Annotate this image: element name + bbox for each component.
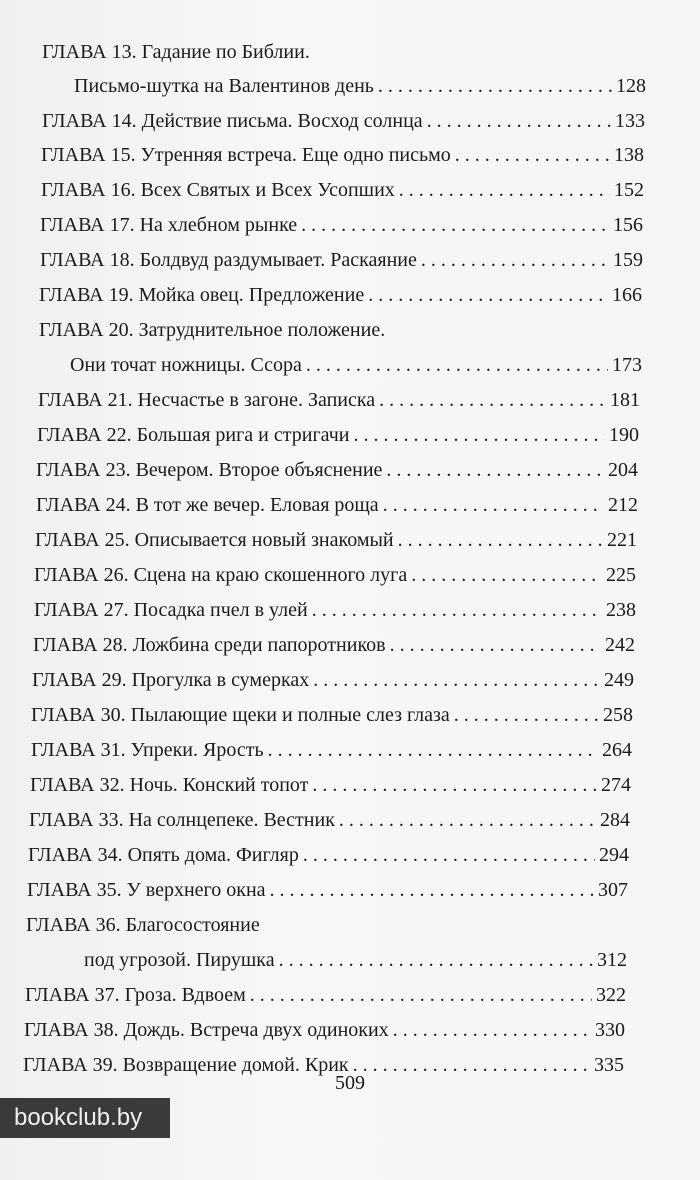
toc-entry-title: ГЛАВА 30. Пылающие щеки и полные слез глаза: [31, 704, 450, 726]
toc-entry-page: 274: [601, 774, 631, 796]
toc-entry: [30, 763, 631, 797]
toc-entry-title: ГЛАВА 16. Всех Святых и Всех Усопших: [41, 179, 395, 201]
dot-leader: [386, 458, 604, 482]
toc-entry: [31, 693, 633, 727]
toc-entry-title: ГЛАВА 20. Затруднительное положение.: [39, 319, 386, 341]
toc-entry-page: 312: [597, 949, 627, 971]
toc-entry-page: 128: [616, 75, 646, 97]
toc-entry-title: ГЛАВА 35. У верхнего окна: [27, 879, 266, 901]
toc-entry: [42, 99, 645, 133]
toc-entry-page: 258: [603, 704, 633, 726]
toc-entry-title: ГЛАВА 25. Описывается новый знакомый: [35, 529, 394, 551]
toc-entry-page: 181: [610, 389, 640, 411]
toc-entry-title: ГЛАВА 26. Сцена на краю скошенного луга: [34, 564, 408, 586]
toc-entry: [39, 273, 642, 307]
watermark-label: bookclub.by: [0, 1098, 170, 1138]
toc-entry-title: ГЛАВА 22. Большая рига и стригачи: [37, 424, 350, 446]
toc-entry: [38, 378, 640, 412]
toc-entry-page: 166: [612, 284, 642, 306]
toc-entry: [42, 30, 642, 64]
toc-entry-page: 242: [605, 634, 635, 656]
dot-leader: [312, 598, 602, 622]
toc-entry-title: ГЛАВА 34. Опять дома. Фигляр: [28, 844, 299, 866]
toc-entry: [70, 343, 642, 377]
toc-entry: [24, 1008, 625, 1042]
toc-entry: [32, 658, 634, 692]
toc-entry-title: ГЛАВА 21. Несчастье в загоне. Записка: [38, 389, 376, 411]
dot-leader: [427, 109, 611, 133]
dot-leader: [421, 248, 609, 272]
dot-leader: [250, 983, 592, 1007]
toc-entry-page: 190: [609, 424, 639, 446]
toc-entry: [33, 623, 635, 657]
toc-entry-page: 159: [613, 249, 643, 271]
toc-entry-page: 133: [615, 110, 645, 132]
dot-leader: [268, 738, 598, 762]
toc-entry: [26, 903, 626, 937]
toc-entry: [36, 448, 638, 482]
toc-entry-page: 152: [614, 179, 644, 201]
toc-entry-title: ГЛАВА 19. Мойка овец. Предложение: [39, 284, 365, 306]
toc-entry: [34, 588, 636, 622]
toc-entry: [40, 238, 643, 272]
toc-entry-title: ГЛАВА 13. Гадание по Библии.: [42, 41, 310, 63]
toc-entry-page: 249: [604, 669, 634, 691]
toc-entry-title: ГЛАВА 23. Вечером. Второе объяснение: [36, 459, 383, 481]
dot-leader: [379, 388, 606, 412]
toc-entry-title: Они точат ножницы. Ссора: [70, 354, 302, 376]
toc-entry-title: ГЛАВА 39. Возвращение домой. Крик: [23, 1054, 349, 1076]
toc-entry: [29, 798, 630, 832]
toc-entry-page: 307: [598, 879, 628, 901]
dot-leader: [353, 423, 605, 447]
toc-entry-title: ГЛАВА 29. Прогулка в сумерках: [32, 669, 310, 691]
toc-entry-title: ГЛАВА 36. Благосостояние: [26, 914, 260, 936]
toc-entry-title: ГЛАВА 15. Утренняя встреча. Еще одно письмо: [41, 144, 451, 166]
toc-entry: [41, 168, 644, 202]
toc-entry: [25, 973, 626, 1007]
dot-leader: [313, 668, 600, 692]
toc-entry-page: 204: [608, 459, 638, 481]
dot-leader: [368, 283, 608, 307]
toc-entry: [84, 938, 627, 972]
dot-leader: [411, 563, 602, 587]
toc-entry-page: 156: [613, 214, 643, 236]
toc-entry: [39, 308, 639, 342]
toc-entry-page: 173: [612, 354, 642, 376]
dot-leader: [339, 808, 596, 832]
dot-leader: [312, 773, 597, 797]
dot-leader: [393, 1018, 591, 1042]
dot-leader: [378, 74, 612, 98]
toc-entry-page: 138: [614, 144, 644, 166]
toc-entry-page: 221: [607, 529, 637, 551]
toc-entry-title: ГЛАВА 32. Ночь. Конский топот: [30, 774, 309, 796]
toc-entry: [27, 868, 628, 902]
dot-leader: [270, 878, 594, 902]
toc-entry-title: ГЛАВА 31. Упреки. Ярость: [31, 739, 264, 761]
toc-entry-title: ГЛАВА 37. Гроза. Вдвоем: [25, 984, 246, 1006]
page-number: 509: [335, 1072, 365, 1094]
toc-entry-page: 212: [608, 494, 638, 516]
toc-entry-title: ГЛАВА 28. Ложбина среди папоротников: [33, 634, 386, 656]
toc-entry: [31, 728, 632, 762]
dot-leader: [454, 703, 599, 727]
toc-entry-title: Письмо-шутка на Валентинов день: [74, 75, 374, 97]
toc-entry: [35, 518, 637, 552]
dot-leader: [306, 353, 608, 377]
dot-leader: [455, 143, 610, 167]
dot-leader: [399, 178, 610, 202]
toc-entry-title: ГЛАВА 24. В тот же вечер. Еловая роща: [36, 494, 379, 516]
toc-entry-page: 225: [606, 564, 636, 586]
dot-leader: [279, 948, 593, 972]
toc-entry-page: 284: [600, 809, 630, 831]
dot-leader: [390, 633, 601, 657]
toc-entry-title: ГЛАВА 38. Дождь. Встреча двух одиноких: [24, 1019, 389, 1041]
toc-entry-title: ГЛАВА 18. Болдвуд раздумывает. Раскаяние: [40, 249, 417, 271]
dot-leader: [383, 493, 604, 517]
dot-leader: [303, 843, 595, 867]
toc-entry-title: под угрозой. Пирушка: [84, 949, 275, 971]
toc-entry: [41, 133, 644, 167]
toc-entry-page: 238: [606, 599, 636, 621]
toc-entry: [37, 413, 639, 447]
dot-leader: [398, 528, 603, 552]
toc-entry-title: ГЛАВА 17. На хлебном рынке: [40, 214, 298, 236]
toc-entry: [40, 203, 643, 237]
toc-entry-page: 330: [595, 1019, 625, 1041]
toc-entry-page: 322: [596, 984, 626, 1006]
toc-entry-page: 335: [594, 1054, 624, 1076]
toc-entry-title: ГЛАВА 27. Посадка пчел в улей: [34, 599, 308, 621]
toc-entry-page: 264: [602, 739, 632, 761]
toc-entry-page: 294: [599, 844, 629, 866]
dot-leader: [301, 213, 609, 237]
toc-entry-title: ГЛАВА 14. Действие письма. Восход солнца: [42, 110, 423, 132]
toc-entry: [28, 833, 629, 867]
toc-entry-title: ГЛАВА 33. На солнцепеке. Вестник: [29, 809, 335, 831]
toc-entry: [74, 64, 646, 98]
toc-entry: [34, 553, 636, 587]
toc-entry: [36, 483, 638, 517]
